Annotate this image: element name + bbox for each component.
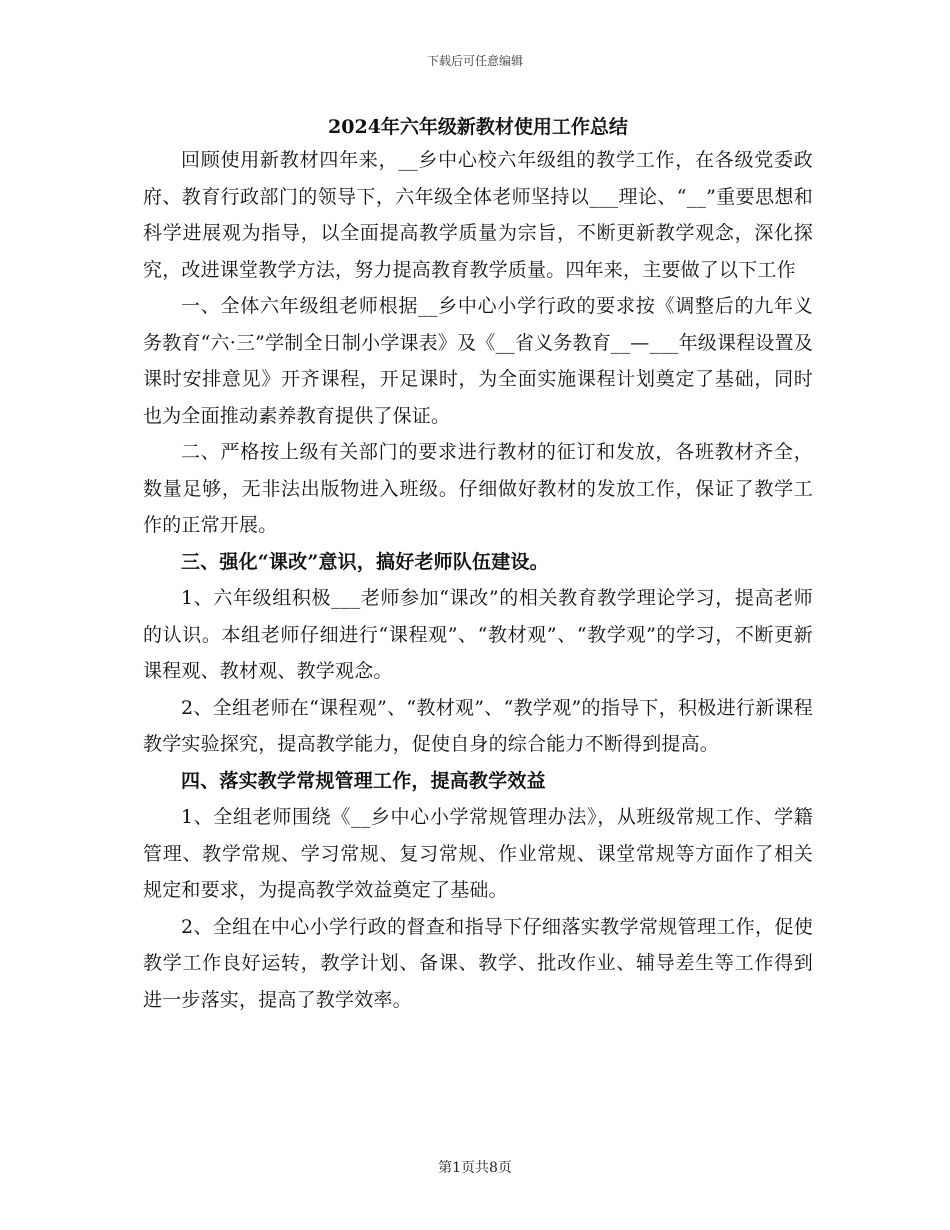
paragraph-4-1: 1、全组老师围绕《__乡中心小学常规管理办法》，从班级常规工作、学籍管理、教学常规、学习常规、复习常规、作业常规、课堂常规等方面作了相关规定和要求，为提高教学效益奠定了基础。	[143, 806, 813, 901]
paragraph-3-1: 1、六年级组积极___老师参加“课改”的相关教育教学理论学习，提高老师的认识。本组老师仔细进行“课程观”、“教材观”、“教学观”的学习，不断更新课程观、教材观、教学观念。	[143, 587, 813, 682]
paragraph-section-2: 二、严格按上级有关部门的要求进行教材的征订和发放，各班教材齐全，数量足够，无非法出版物进入班级。仔细做好教材的发放工作，保证了教学工作的正常开展。	[143, 441, 813, 536]
paragraph-section-1: 一、全体六年级组老师根据__乡中心小学行政的要求按《调整后的九年义务教育“六·三”学制全日制小学课表》及《__省义务教育__—___年级课程设置及课时安排意见》开齐课程，开足课时，为全面实施课程计划奠定了基础，同时也为全面推动素养教育提供了保证。	[143, 295, 813, 427]
section-heading-3: 三、强化“课改”意识，搞好老师队伍建设。	[181, 550, 549, 573]
section-heading-4: 四、落实教学常规管理工作，提高教学效益	[181, 769, 546, 792]
page-number: 第1页共8页	[438, 1160, 512, 1176]
paragraph-intro: 回顾使用新教材四年来，__乡中心校六年级组的教学工作，在各级党委政府、教育行政部门的领导下，六年级全体老师坚持以___理论、“__”重要思想和科学进展观为指导，以全面提高教学质量为宗旨，不断更新教学观念，深化探究，改进课堂教学方法，努力提高教育教学质量。四年来，主要做了以下工作	[143, 149, 813, 281]
document-title: 2024年六年级新教材使用工作总结	[328, 116, 628, 138]
header-note: 下载后可任意编辑	[426, 54, 523, 68]
paragraph-4-2: 2、全组在中心小学行政的督查和指导下仔细落实教学常规管理工作，促使教学工作良好运转，教学计划、备课、教学、批改作业、辅导差生等工作得到进一步落实，提高了教学效率。	[143, 915, 813, 1011]
document-body	[143, 112, 813, 1018]
paragraph-3-2: 2、全组老师在“课程观”、“教材观”、“教学观”的指导下，积极进行新课程教学实验探究，提高教学能力，促使自身的综合能力不断得到提高。	[143, 696, 813, 755]
